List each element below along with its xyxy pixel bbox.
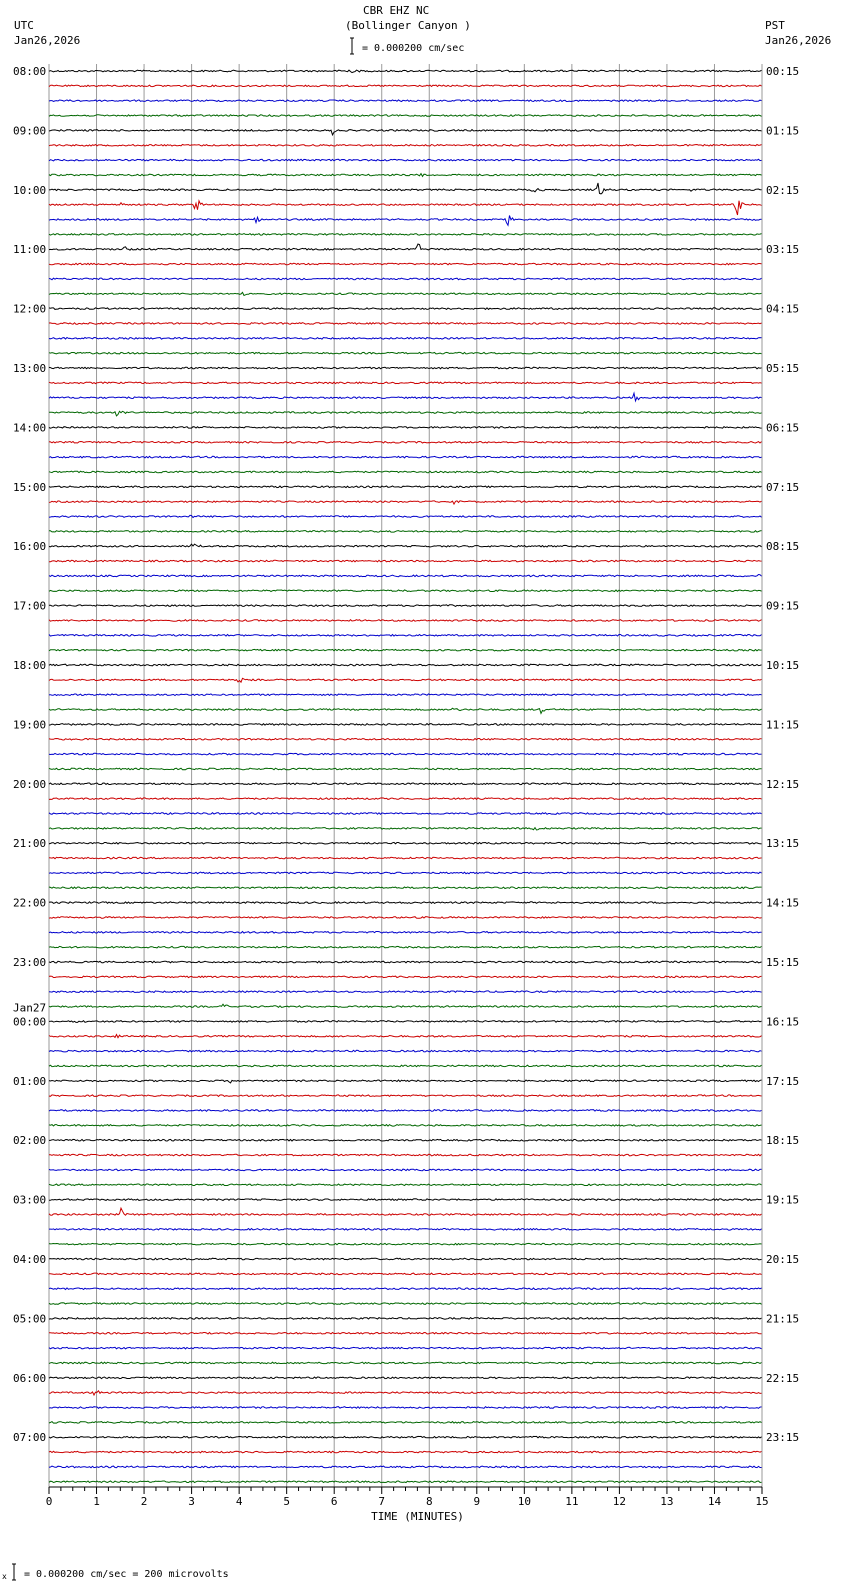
right-hour-label: 04:15 [766, 302, 800, 316]
right-hour-label: 02:15 [766, 183, 800, 197]
x-tick-label: 13 [660, 1495, 674, 1508]
seismogram-trace [49, 1229, 762, 1231]
seismogram-trace [49, 932, 762, 934]
seismogram-trace [49, 130, 762, 135]
seismogram-trace [49, 1208, 762, 1215]
right-hour-label: 20:15 [766, 1253, 800, 1266]
right-hour-label: 19:15 [766, 1193, 800, 1207]
seismogram-trace [49, 263, 762, 265]
seismogram-trace [49, 1125, 762, 1127]
right-hour-label: 22:15 [766, 1371, 800, 1385]
seismogram-trace [49, 1466, 762, 1468]
left-hour-label: 19:00 [13, 718, 47, 732]
right-hour-label: 23:15 [766, 1431, 800, 1445]
seismogram-trace [49, 1095, 762, 1097]
x-tick-label: 0 [45, 1495, 53, 1508]
seismogram-trace [49, 308, 762, 310]
seismogram-trace [49, 159, 762, 161]
seismogram-trace [49, 70, 762, 73]
seismogram-trace [49, 85, 762, 87]
left-hour-label: 04:00 [13, 1253, 47, 1266]
seismogram-trace [49, 887, 762, 889]
x-tick-label: 12 [612, 1495, 627, 1508]
seismogram-trace [49, 1436, 762, 1438]
seismogram-trace [49, 216, 762, 226]
seismogram-trace [49, 590, 762, 592]
right-hour-label: 10:15 [766, 659, 800, 672]
x-tick-label: 2 [140, 1495, 148, 1508]
x-tick-label: 15 [755, 1495, 769, 1508]
seismogram-trace [49, 1422, 762, 1424]
right-hour-label: 15:15 [766, 956, 800, 969]
seismogram-trace [49, 501, 762, 504]
seismogram-trace [49, 1080, 762, 1083]
left-hour-label: 11:00 [13, 243, 47, 257]
right-hour-label: 06:15 [766, 421, 800, 435]
right-hour-label: 03:15 [766, 243, 800, 257]
left-hour-label: 01:00 [13, 1074, 47, 1088]
left-hour-label: 09:00 [13, 124, 47, 138]
seismogram-trace [49, 1199, 762, 1201]
station-title: CBR EHZ NC [363, 4, 430, 17]
right-hour-label: 16:15 [766, 1015, 800, 1029]
right-hour-label: 14:15 [766, 896, 800, 910]
site-name: (Bollinger Canyon ) [345, 19, 471, 32]
seismogram-traces [13, 65, 799, 1483]
seismogram-trace [49, 456, 762, 458]
right-hour-label: 07:15 [766, 480, 800, 494]
seismogram-trace [49, 174, 762, 177]
seismogram-trace [49, 872, 762, 874]
left-hour-label: 14:00 [13, 421, 47, 435]
seismogram-trace [49, 183, 762, 194]
footer-scale-marker: x [2, 1572, 7, 1581]
seismogram-trace [49, 427, 762, 429]
right-date: Jan26,2026 [765, 34, 832, 47]
seismogram-trace [49, 857, 762, 859]
right-hour-label: 01:15 [766, 124, 800, 138]
seismogram-trace [49, 1362, 762, 1364]
seismogram-trace [49, 382, 762, 384]
seismogram-trace [49, 828, 762, 830]
left-hour-label: 05:00 [13, 1312, 47, 1326]
seismogram-trace [49, 946, 762, 948]
x-tick-label: 11 [565, 1495, 579, 1508]
seismogram-trace [49, 1035, 762, 1038]
seismogram-trace [49, 544, 762, 547]
seismogram-trace [49, 678, 762, 682]
seismogram-trace [49, 1139, 762, 1141]
footer-scale-note: = 0.000200 cm/sec = 200 microvolts [24, 1569, 229, 1580]
left-hour-label: 21:00 [13, 837, 47, 851]
seismogram-trace [49, 783, 762, 785]
left-hour-label: 15:00 [13, 480, 47, 494]
right-hour-label: 11:15 [766, 718, 800, 732]
seismogram-trace [49, 1318, 762, 1320]
x-tick-label: 4 [235, 1495, 243, 1508]
seismogram-trace [49, 1391, 762, 1395]
x-tick-label: 14 [707, 1495, 722, 1508]
left-hour-label: 22:00 [13, 896, 47, 910]
seismogram-trace [49, 1333, 762, 1335]
left-hour-label: 00:00 [13, 1015, 47, 1029]
seismogram-trace [49, 1065, 762, 1067]
seismogram-trace [49, 991, 762, 993]
seismogram-trace [49, 664, 762, 666]
scale-bars [2, 38, 354, 1581]
seismogram-trace [49, 244, 762, 250]
seismogram-trace [49, 753, 762, 755]
seismogram-trace [49, 145, 762, 147]
seismogram-trace [49, 352, 762, 354]
left-hour-label: 17:00 [13, 599, 47, 613]
left-hour-label: 10:00 [13, 183, 47, 197]
seismogram-trace [49, 1481, 762, 1483]
seismogram-trace [49, 1273, 762, 1275]
seismogram-trace [49, 323, 762, 325]
seismogram-trace [49, 1377, 762, 1379]
seismogram-trace [49, 635, 762, 637]
left-hour-label: 02:00 [13, 1134, 47, 1148]
right-hour-label: 13:15 [766, 837, 800, 851]
seismogram-trace [49, 976, 762, 978]
seismogram-trace [49, 471, 762, 473]
seismogram-trace [49, 367, 762, 369]
seismogram-trace [49, 278, 762, 280]
seismogram-trace [49, 798, 762, 800]
seismogram-trace [49, 411, 762, 416]
left-hour-label: 16:00 [13, 540, 47, 554]
seismogram-trace [49, 1050, 762, 1052]
seismogram-trace [49, 1288, 762, 1290]
seismogram-trace [49, 531, 762, 533]
right-hour-label: 05:15 [766, 362, 800, 375]
x-tick-label: 10 [517, 1495, 531, 1508]
seismogram-trace [49, 515, 762, 517]
left-date: Jan26,2026 [14, 34, 81, 47]
left-hour-label: 23:00 [13, 956, 47, 969]
right-hour-label: 08:15 [766, 540, 800, 554]
seismogram-trace [49, 201, 762, 215]
right-hour-label: 18:15 [766, 1134, 800, 1148]
seismogram-trace [49, 560, 762, 562]
left-hour-label: 07:00 [13, 1431, 47, 1445]
left-hour-label: 18:00 [13, 659, 47, 672]
x-axis [46, 1487, 769, 1523]
seismogram-trace [49, 338, 762, 340]
seismogram-trace [49, 842, 762, 844]
seismogram-trace [49, 694, 762, 696]
seismogram-trace [49, 961, 762, 963]
seismogram-trace [49, 649, 762, 651]
scale-label: = 0.000200 cm/sec [362, 43, 465, 54]
seismogram-trace [49, 1184, 762, 1186]
left-hour-label: 06:00 [13, 1371, 47, 1385]
seismogram-trace [49, 442, 762, 444]
seismogram-trace [49, 768, 762, 770]
x-tick-label: 1 [93, 1495, 100, 1508]
x-tick-label: 7 [378, 1495, 386, 1508]
seismogram-trace [49, 100, 762, 102]
seismogram-trace [49, 620, 762, 622]
seismogram-trace [49, 605, 762, 607]
right-timezone: PST [765, 19, 785, 32]
seismogram-trace [49, 1021, 762, 1023]
left-hour-label: 03:00 [13, 1193, 47, 1207]
left-hour-label: 08:00 [13, 65, 47, 78]
seismogram-trace [49, 1004, 762, 1007]
left-hour-label: 12:00 [13, 302, 47, 316]
right-hour-label: 00:15 [766, 65, 800, 78]
left-hour-label: 13:00 [13, 362, 47, 375]
seismogram-trace [49, 1451, 762, 1453]
x-tick-label: 9 [473, 1495, 481, 1508]
seismogram-trace [49, 1243, 762, 1245]
left-date-label: Jan27 [13, 1001, 47, 1015]
seismogram-trace [49, 708, 762, 713]
seismogram-trace [49, 1258, 762, 1260]
left-timezone: UTC [14, 19, 34, 32]
seismogram-trace [49, 575, 762, 577]
left-hour-label: 20:00 [13, 777, 47, 791]
seismogram-trace [49, 902, 762, 904]
seismogram-trace [49, 1407, 762, 1409]
seismogram-trace [49, 813, 762, 815]
seismogram-trace [49, 115, 762, 117]
right-hour-label: 21:15 [766, 1312, 800, 1326]
x-axis-label: TIME (MINUTES) [371, 1510, 464, 1523]
right-hour-label: 12:15 [766, 777, 800, 791]
seismogram-trace [49, 724, 762, 726]
seismogram-trace [49, 739, 762, 741]
seismogram-trace [49, 393, 762, 401]
seismogram-trace [49, 917, 762, 919]
seismogram-trace [49, 1154, 762, 1156]
seismogram-trace [49, 234, 762, 236]
seismogram-trace [49, 292, 762, 295]
right-hour-label: 09:15 [766, 599, 800, 613]
x-tick-label: 5 [283, 1495, 290, 1508]
x-tick-label: 3 [188, 1495, 195, 1508]
seismogram-trace [49, 486, 762, 488]
seismogram-trace [49, 1347, 762, 1349]
x-tick-label: 6 [330, 1495, 338, 1508]
seismogram-trace [49, 1303, 762, 1305]
seismogram-trace [49, 1169, 762, 1171]
x-tick-label: 8 [425, 1495, 433, 1508]
seismogram-trace [49, 1110, 762, 1112]
right-hour-label: 17:15 [766, 1074, 800, 1088]
